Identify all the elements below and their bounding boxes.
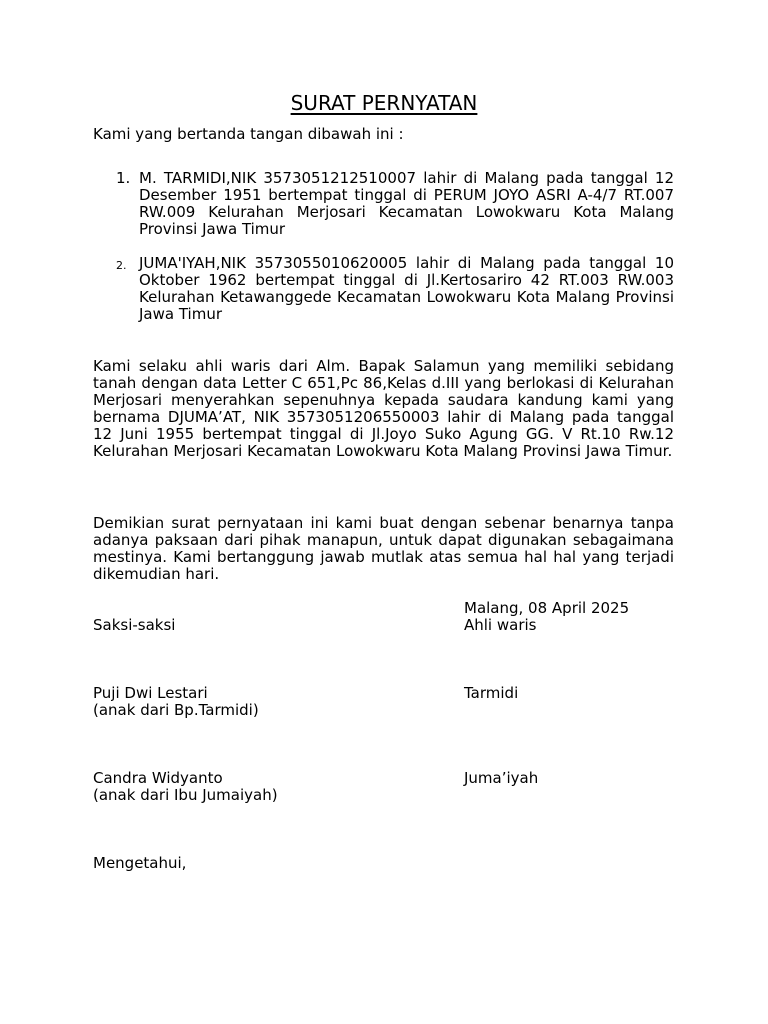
list-item-1: M. TARMIDI,NIK 3573051212510007 lahir di Malang pada tanggal 12 Desember 1951 bertempat tinggal di PERUM JOYO ASRI A-4/7 RT.007 RW.009 Kelurahan Merjosari Kecamatan Lowokwaru Kota Malang Provinsi Jawa Timur [139, 169, 674, 238]
body-paragraph-2: Demikian surat pernyataan ini kami buat dengan sebenar benarnya tanpa adanya paksaan dari pihak manapun, untuk dapat digunakan sebagaimana mestinya. Kami bertanggung jawab mutlak atas semua hal hal yang terjadi dikemudian hari. [93, 514, 674, 583]
acknowledgement: Mengetahui, [93, 854, 187, 872]
heir-2-name: Juma’iyah [464, 769, 539, 787]
witness-2-name: Candra Widyanto [93, 769, 223, 787]
intro-line: Kami yang bertanda tangan dibawah ini : [93, 125, 404, 143]
item-number-1: 1. [116, 169, 131, 187]
heir-1-name: Tarmidi [464, 684, 519, 702]
body-paragraph-1: Kami selaku ahli waris dari Alm. Bapak Salamun yang memiliki sebidang tanah dengan data Letter C 651,Pc 86,Kelas d.III yang berlokasi di Kelurahan Merjosari menyerahkan sepenuhnya kepada saudara kandung kami yang bernama DJUMA’AT, NIK 3573051206550003 lahir di Malang pada tanggal 12 Juni 1955 bertempat tinggal di Jl.Joyo Suko Agung GG. V Rt.10 Rw.12 Kelurahan Merjosari Kecamatan Lowokwaru Kota Malang Provinsi Jawa Timur. [93, 357, 674, 460]
list-item-2: JUMA'IYAH,NIK 3573055010620005 lahir di Malang pada tanggal 10 Oktober 1962 bertempat tinggal di Jl.Kertosariro 42 RT.003 RW.003 Kelurahan Ketawanggede Kecamatan Lowokwaru Kota Malang Provinsi Jawa Timur [139, 254, 674, 323]
witness-1-note: (anak dari Bp.Tarmidi) [93, 701, 259, 719]
witness-2-note: (anak dari Ibu Jumaiyah) [93, 786, 278, 804]
witnesses-label: Saksi-saksi [93, 616, 176, 634]
witness-1-name: Puji Dwi Lestari [93, 684, 208, 702]
letter-title: SURAT PERNYATAN [290, 91, 478, 115]
place-date: Malang, 08 April 2025 [464, 599, 630, 617]
heirs-label: Ahli waris [464, 616, 537, 634]
item-number-2: 2. [116, 259, 127, 272]
